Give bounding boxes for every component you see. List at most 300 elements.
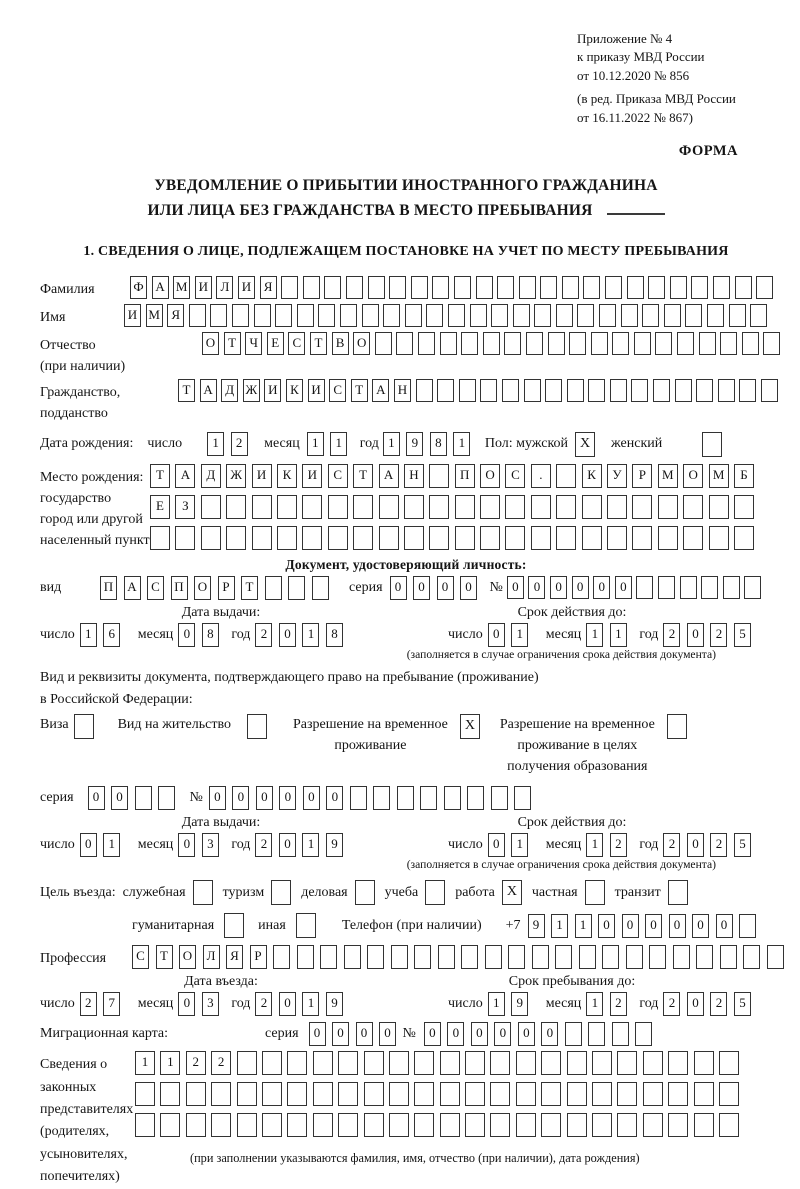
purpose-commercial-checkbox[interactable] [355, 880, 375, 905]
char-cell[interactable] [491, 786, 508, 810]
char-cell[interactable] [562, 276, 579, 299]
char-cell[interactable] [599, 304, 616, 327]
char-cell[interactable] [491, 304, 508, 327]
char-cell[interactable] [516, 1082, 536, 1106]
char-cell[interactable]: 0 [687, 833, 704, 857]
char-cell[interactable] [643, 1051, 663, 1075]
char-cell[interactable]: 0 [488, 833, 505, 857]
char-cell[interactable]: 0 [488, 623, 505, 647]
char-cell[interactable]: 2 [710, 833, 727, 857]
char-cell[interactable]: 5 [734, 833, 751, 857]
purpose-other-checkbox[interactable] [296, 913, 316, 938]
char-cell[interactable]: 0 [178, 833, 195, 857]
char-cell[interactable] [414, 1051, 434, 1075]
char-cell[interactable] [636, 576, 653, 599]
char-cell[interactable] [739, 379, 756, 402]
char-cell[interactable]: 1 [575, 914, 592, 938]
char-cell[interactable]: К [286, 379, 303, 402]
char-cell[interactable]: Т [310, 332, 327, 355]
char-cell[interactable] [396, 332, 413, 355]
char-cell[interactable] [367, 945, 384, 969]
purpose-transit-checkbox[interactable] [668, 880, 688, 905]
char-cell[interactable] [592, 1051, 612, 1075]
char-cell[interactable] [404, 495, 424, 519]
char-cell[interactable]: 1 [80, 623, 97, 647]
char-cell[interactable] [696, 379, 713, 402]
char-cell[interactable] [397, 786, 414, 810]
char-cell[interactable]: . [531, 464, 551, 488]
char-cell[interactable] [389, 1113, 409, 1137]
char-cell[interactable]: Б [734, 464, 754, 488]
char-cell[interactable] [483, 332, 500, 355]
char-cell[interactable]: 2 [186, 1051, 206, 1075]
char-cell[interactable]: Т [353, 464, 373, 488]
char-cell[interactable]: 0 [413, 576, 430, 600]
char-cell[interactable] [189, 304, 206, 327]
char-cell[interactable] [556, 495, 576, 519]
char-cell[interactable]: А [372, 379, 389, 402]
purpose-private-checkbox[interactable] [585, 880, 605, 905]
char-cell[interactable]: М [658, 464, 678, 488]
char-cell[interactable]: 0 [593, 576, 610, 599]
char-cell[interactable] [379, 495, 399, 519]
char-cell[interactable] [707, 304, 724, 327]
char-cell[interactable]: Н [404, 464, 424, 488]
char-cell[interactable]: О [683, 464, 703, 488]
char-cell[interactable] [607, 526, 627, 550]
char-cell[interactable] [275, 304, 292, 327]
char-cell[interactable]: 0 [88, 786, 105, 810]
char-cell[interactable] [699, 332, 716, 355]
char-cell[interactable]: С [329, 379, 346, 402]
char-cell[interactable] [254, 304, 271, 327]
char-cell[interactable]: 0 [550, 576, 567, 599]
char-cell[interactable] [277, 526, 297, 550]
char-cell[interactable] [262, 1051, 282, 1075]
char-cell[interactable]: Ж [243, 379, 260, 402]
char-cell[interactable] [480, 379, 497, 402]
char-cell[interactable] [150, 526, 170, 550]
char-cell[interactable] [302, 495, 322, 519]
char-cell[interactable]: 0 [232, 786, 249, 810]
char-cell[interactable] [211, 1082, 231, 1106]
char-cell[interactable] [485, 945, 502, 969]
char-cell[interactable] [532, 945, 549, 969]
char-cell[interactable]: 0 [178, 992, 195, 1016]
char-cell[interactable]: 0 [279, 833, 296, 857]
char-cell[interactable] [626, 945, 643, 969]
char-cell[interactable] [368, 276, 385, 299]
char-cell[interactable] [743, 945, 760, 969]
char-cell[interactable] [186, 1113, 206, 1137]
char-cell[interactable] [735, 276, 752, 299]
char-cell[interactable] [389, 276, 406, 299]
char-cell[interactable] [312, 576, 329, 600]
char-cell[interactable] [534, 304, 551, 327]
char-cell[interactable]: 0 [692, 914, 709, 938]
char-cell[interactable] [405, 304, 422, 327]
char-cell[interactable] [303, 276, 320, 299]
char-cell[interactable] [655, 332, 672, 355]
char-cell[interactable]: 0 [645, 914, 662, 938]
char-cell[interactable] [582, 526, 602, 550]
char-cell[interactable] [694, 1113, 714, 1137]
char-cell[interactable]: 2 [663, 833, 680, 857]
char-cell[interactable] [505, 495, 525, 519]
char-cell[interactable]: 5 [734, 623, 751, 647]
char-cell[interactable] [432, 276, 449, 299]
char-cell[interactable] [632, 526, 652, 550]
char-cell[interactable]: И [124, 304, 141, 327]
char-cell[interactable] [476, 276, 493, 299]
sex-male-checkbox[interactable]: X [575, 432, 595, 457]
char-cell[interactable]: 9 [511, 992, 528, 1016]
char-cell[interactable] [480, 526, 500, 550]
char-cell[interactable] [719, 1082, 739, 1106]
char-cell[interactable] [709, 526, 729, 550]
char-cell[interactable]: 2 [80, 992, 97, 1016]
char-cell[interactable] [627, 276, 644, 299]
char-cell[interactable] [541, 1113, 561, 1137]
char-cell[interactable]: А [124, 576, 141, 600]
char-cell[interactable] [664, 304, 681, 327]
char-cell[interactable] [350, 786, 367, 810]
char-cell[interactable] [605, 276, 622, 299]
char-cell[interactable] [514, 786, 531, 810]
char-cell[interactable]: 9 [406, 432, 423, 456]
char-cell[interactable] [467, 786, 484, 810]
char-cell[interactable]: М [709, 464, 729, 488]
char-cell[interactable] [226, 495, 246, 519]
char-cell[interactable] [658, 495, 678, 519]
char-cell[interactable]: 1 [610, 623, 627, 647]
visa-checkbox[interactable] [74, 714, 94, 739]
char-cell[interactable] [391, 945, 408, 969]
char-cell[interactable]: О [179, 945, 196, 969]
char-cell[interactable] [621, 304, 638, 327]
char-cell[interactable]: 1 [488, 992, 505, 1016]
char-cell[interactable] [465, 1113, 485, 1137]
char-cell[interactable] [364, 1051, 384, 1075]
char-cell[interactable] [634, 332, 651, 355]
char-cell[interactable] [232, 304, 249, 327]
char-cell[interactable]: Т [241, 576, 258, 600]
char-cell[interactable] [719, 1113, 739, 1137]
char-cell[interactable]: З [175, 495, 195, 519]
char-cell[interactable] [763, 332, 780, 355]
char-cell[interactable] [632, 495, 652, 519]
char-cell[interactable] [480, 495, 500, 519]
char-cell[interactable] [414, 1113, 434, 1137]
char-cell[interactable]: Е [150, 495, 170, 519]
char-cell[interactable]: 0 [437, 576, 454, 600]
char-cell[interactable] [718, 379, 735, 402]
char-cell[interactable] [668, 1051, 688, 1075]
char-cell[interactable] [344, 945, 361, 969]
char-cell[interactable]: 0 [279, 992, 296, 1016]
char-cell[interactable] [602, 945, 619, 969]
char-cell[interactable] [591, 332, 608, 355]
temp-residence-education-checkbox[interactable] [667, 714, 687, 739]
char-cell[interactable]: А [152, 276, 169, 299]
char-cell[interactable]: 1 [302, 992, 319, 1016]
char-cell[interactable]: 0 [424, 1022, 441, 1046]
char-cell[interactable] [729, 304, 746, 327]
char-cell[interactable] [426, 304, 443, 327]
char-cell[interactable] [490, 1051, 510, 1075]
char-cell[interactable]: 0 [669, 914, 686, 938]
char-cell[interactable]: 0 [471, 1022, 488, 1046]
char-cell[interactable] [588, 379, 605, 402]
char-cell[interactable] [567, 1082, 587, 1106]
char-cell[interactable]: 0 [356, 1022, 373, 1046]
char-cell[interactable] [328, 526, 348, 550]
char-cell[interactable] [734, 526, 754, 550]
char-cell[interactable] [680, 576, 697, 599]
char-cell[interactable] [683, 495, 703, 519]
char-cell[interactable] [302, 526, 322, 550]
char-cell[interactable] [277, 495, 297, 519]
char-cell[interactable]: О [202, 332, 219, 355]
char-cell[interactable]: Т [178, 379, 195, 402]
char-cell[interactable]: С [132, 945, 149, 969]
char-cell[interactable] [504, 332, 521, 355]
char-cell[interactable] [420, 786, 437, 810]
char-cell[interactable] [338, 1051, 358, 1075]
char-cell[interactable] [720, 945, 737, 969]
char-cell[interactable] [723, 576, 740, 599]
char-cell[interactable]: 0 [209, 786, 226, 810]
char-cell[interactable]: 0 [687, 623, 704, 647]
char-cell[interactable] [610, 379, 627, 402]
purpose-study-checkbox[interactable] [425, 880, 445, 905]
char-cell[interactable] [642, 304, 659, 327]
char-cell[interactable]: П [455, 464, 475, 488]
char-cell[interactable] [237, 1051, 257, 1075]
char-cell[interactable] [556, 464, 576, 488]
char-cell[interactable] [158, 786, 175, 810]
char-cell[interactable]: Р [250, 945, 267, 969]
char-cell[interactable]: 8 [202, 623, 219, 647]
char-cell[interactable] [375, 332, 392, 355]
char-cell[interactable] [461, 945, 478, 969]
char-cell[interactable] [540, 276, 557, 299]
char-cell[interactable] [470, 304, 487, 327]
char-cell[interactable]: 2 [610, 992, 627, 1016]
char-cell[interactable] [135, 1082, 155, 1106]
char-cell[interactable]: 0 [528, 576, 545, 599]
char-cell[interactable]: 1 [511, 623, 528, 647]
char-cell[interactable] [440, 1082, 460, 1106]
char-cell[interactable]: 2 [231, 432, 248, 456]
char-cell[interactable]: 1 [330, 432, 347, 456]
char-cell[interactable]: 0 [598, 914, 615, 938]
char-cell[interactable] [683, 526, 703, 550]
char-cell[interactable] [565, 1022, 582, 1046]
char-cell[interactable] [318, 304, 335, 327]
char-cell[interactable]: 0 [716, 914, 733, 938]
char-cell[interactable]: 9 [326, 992, 343, 1016]
char-cell[interactable] [465, 1082, 485, 1106]
char-cell[interactable] [531, 495, 551, 519]
char-cell[interactable] [545, 379, 562, 402]
char-cell[interactable] [379, 526, 399, 550]
char-cell[interactable] [694, 1051, 714, 1075]
char-cell[interactable] [677, 332, 694, 355]
char-cell[interactable]: 0 [390, 576, 407, 600]
char-cell[interactable] [186, 1082, 206, 1106]
char-cell[interactable] [226, 526, 246, 550]
char-cell[interactable]: Я [260, 276, 277, 299]
char-cell[interactable]: 0 [447, 1022, 464, 1046]
char-cell[interactable] [519, 276, 536, 299]
residence-permit-checkbox[interactable] [247, 714, 267, 739]
char-cell[interactable] [658, 526, 678, 550]
char-cell[interactable]: 1 [103, 833, 120, 857]
char-cell[interactable] [502, 379, 519, 402]
char-cell[interactable] [287, 1082, 307, 1106]
char-cell[interactable] [353, 526, 373, 550]
char-cell[interactable]: 2 [255, 623, 272, 647]
char-cell[interactable]: И [252, 464, 272, 488]
char-cell[interactable] [607, 495, 627, 519]
char-cell[interactable] [744, 576, 761, 599]
char-cell[interactable]: 2 [663, 623, 680, 647]
char-cell[interactable] [210, 304, 227, 327]
char-cell[interactable]: 2 [710, 623, 727, 647]
char-cell[interactable] [287, 1051, 307, 1075]
char-cell[interactable]: А [175, 464, 195, 488]
char-cell[interactable]: 1 [302, 623, 319, 647]
char-cell[interactable]: 0 [518, 1022, 535, 1046]
char-cell[interactable]: 1 [511, 833, 528, 857]
char-cell[interactable]: М [173, 276, 190, 299]
sex-female-checkbox[interactable] [702, 432, 722, 457]
char-cell[interactable] [631, 379, 648, 402]
char-cell[interactable]: 0 [622, 914, 639, 938]
char-cell[interactable]: С [328, 464, 348, 488]
char-cell[interactable] [582, 495, 602, 519]
char-cell[interactable] [490, 1113, 510, 1137]
char-cell[interactable]: Ч [245, 332, 262, 355]
char-cell[interactable] [262, 1113, 282, 1137]
char-cell[interactable]: 1 [551, 914, 568, 938]
temp-residence-checkbox[interactable]: X [460, 714, 480, 739]
char-cell[interactable] [643, 1113, 663, 1137]
char-cell[interactable]: 8 [430, 432, 447, 456]
char-cell[interactable] [555, 945, 572, 969]
char-cell[interactable]: 0 [615, 576, 632, 599]
char-cell[interactable]: И [238, 276, 255, 299]
char-cell[interactable]: С [147, 576, 164, 600]
char-cell[interactable] [461, 332, 478, 355]
char-cell[interactable] [313, 1051, 333, 1075]
char-cell[interactable]: О [480, 464, 500, 488]
char-cell[interactable] [612, 1022, 629, 1046]
char-cell[interactable]: 0 [494, 1022, 511, 1046]
char-cell[interactable] [288, 576, 305, 600]
char-cell[interactable]: Я [167, 304, 184, 327]
char-cell[interactable] [454, 276, 471, 299]
char-cell[interactable] [135, 786, 152, 810]
char-cell[interactable] [696, 945, 713, 969]
char-cell[interactable] [577, 304, 594, 327]
char-cell[interactable]: С [288, 332, 305, 355]
char-cell[interactable] [416, 379, 433, 402]
char-cell[interactable] [505, 526, 525, 550]
char-cell[interactable] [612, 332, 629, 355]
char-cell[interactable] [411, 276, 428, 299]
char-cell[interactable] [320, 945, 337, 969]
char-cell[interactable]: К [277, 464, 297, 488]
char-cell[interactable]: 1 [586, 992, 603, 1016]
char-cell[interactable]: 9 [326, 833, 343, 857]
char-cell[interactable] [135, 1113, 155, 1137]
char-cell[interactable]: 0 [309, 1022, 326, 1046]
char-cell[interactable]: Д [221, 379, 238, 402]
char-cell[interactable] [273, 945, 290, 969]
char-cell[interactable]: 1 [302, 833, 319, 857]
char-cell[interactable] [265, 576, 282, 600]
char-cell[interactable] [617, 1113, 637, 1137]
char-cell[interactable] [713, 276, 730, 299]
char-cell[interactable]: 0 [379, 1022, 396, 1046]
char-cell[interactable]: 8 [326, 623, 343, 647]
char-cell[interactable]: 0 [256, 786, 273, 810]
char-cell[interactable]: А [379, 464, 399, 488]
char-cell[interactable] [440, 1113, 460, 1137]
char-cell[interactable] [252, 495, 272, 519]
char-cell[interactable] [201, 526, 221, 550]
char-cell[interactable] [649, 945, 666, 969]
char-cell[interactable] [583, 276, 600, 299]
char-cell[interactable] [389, 1051, 409, 1075]
char-cell[interactable]: 1 [207, 432, 224, 456]
char-cell[interactable] [653, 379, 670, 402]
char-cell[interactable] [617, 1082, 637, 1106]
char-cell[interactable]: 1 [307, 432, 324, 456]
char-cell[interactable]: У [607, 464, 627, 488]
char-cell[interactable]: 1 [135, 1051, 155, 1075]
char-cell[interactable] [297, 945, 314, 969]
char-cell[interactable]: 0 [111, 786, 128, 810]
char-cell[interactable]: Т [150, 464, 170, 488]
char-cell[interactable] [262, 1082, 282, 1106]
char-cell[interactable] [364, 1082, 384, 1106]
char-cell[interactable]: О [353, 332, 370, 355]
char-cell[interactable] [455, 526, 475, 550]
purpose-business-checkbox[interactable] [193, 880, 213, 905]
char-cell[interactable] [438, 945, 455, 969]
char-cell[interactable] [516, 1051, 536, 1075]
char-cell[interactable]: 0 [572, 576, 589, 599]
char-cell[interactable] [211, 1113, 231, 1137]
char-cell[interactable] [567, 1113, 587, 1137]
char-cell[interactable] [734, 495, 754, 519]
char-cell[interactable] [513, 304, 530, 327]
char-cell[interactable]: А [200, 379, 217, 402]
char-cell[interactable]: Т [156, 945, 173, 969]
char-cell[interactable] [673, 945, 690, 969]
char-cell[interactable] [437, 379, 454, 402]
char-cell[interactable] [429, 464, 449, 488]
char-cell[interactable]: Л [203, 945, 220, 969]
char-cell[interactable]: 1 [383, 432, 400, 456]
char-cell[interactable]: С [505, 464, 525, 488]
char-cell[interactable]: И [308, 379, 325, 402]
char-cell[interactable] [742, 332, 759, 355]
char-cell[interactable] [592, 1082, 612, 1106]
